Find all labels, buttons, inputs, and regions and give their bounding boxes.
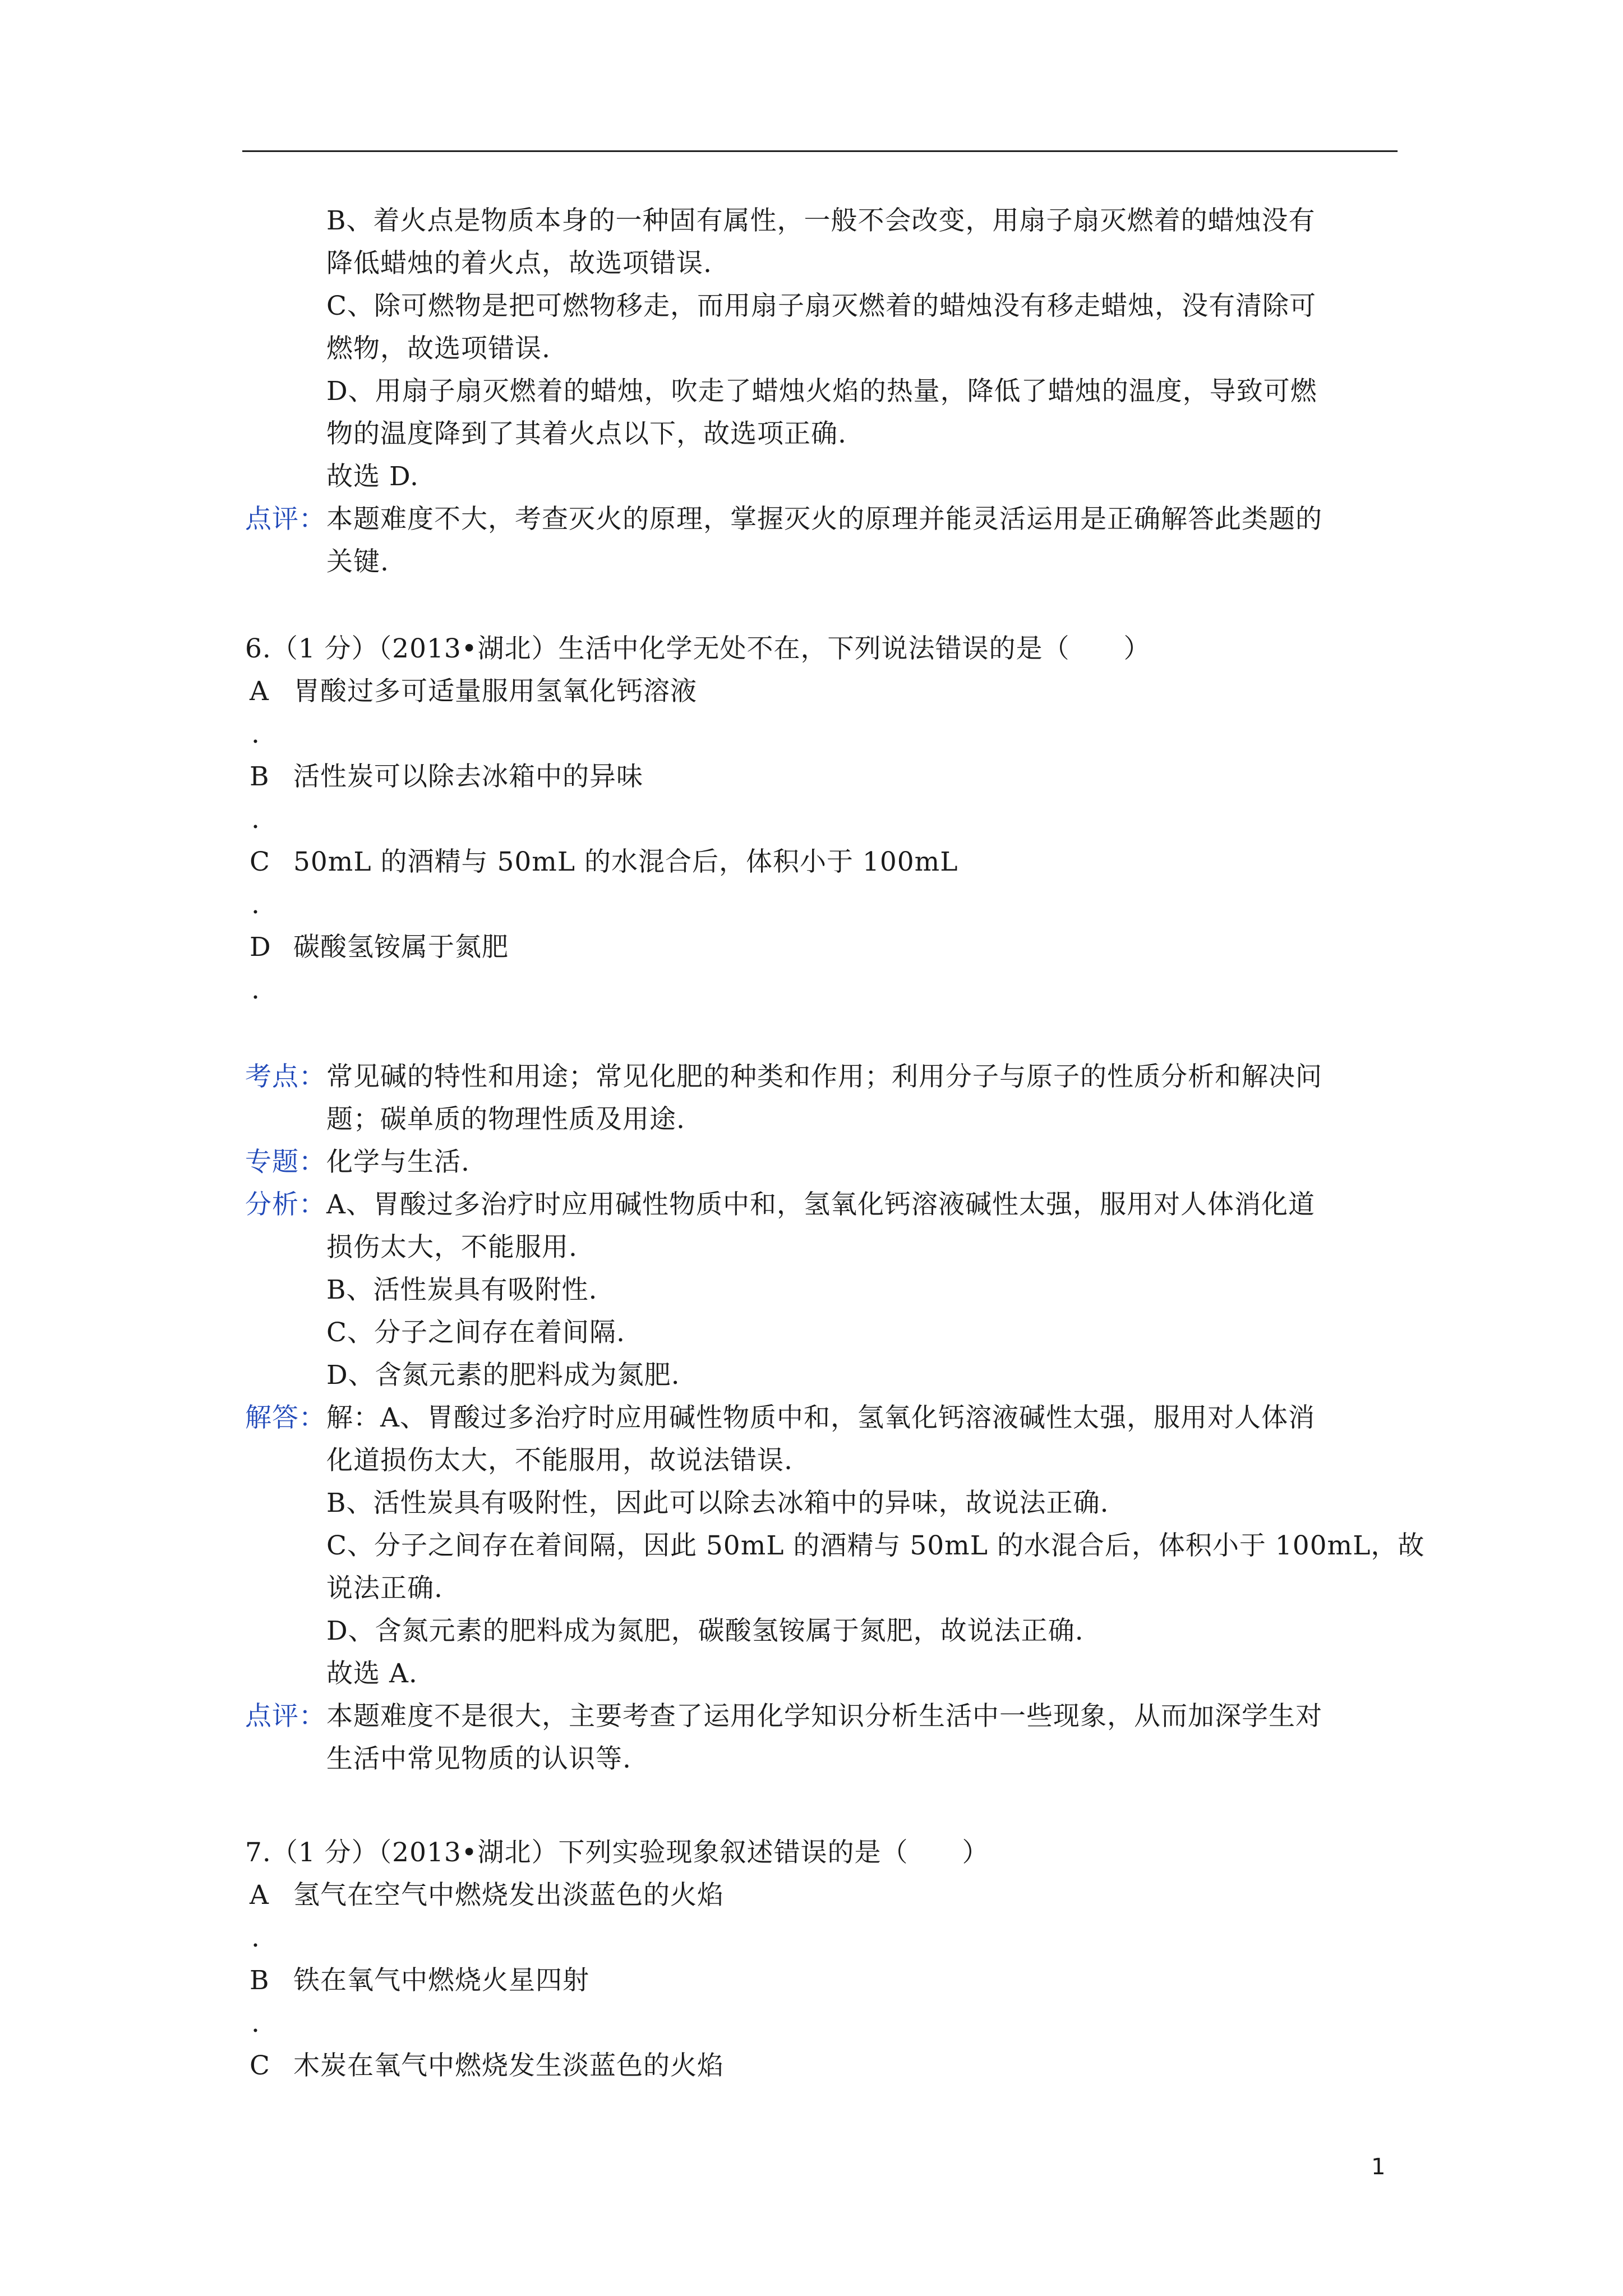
q6-option-b-letter: B	[250, 761, 270, 792]
q5-analysis-d-line1: D、用扇子扇灭燃着的蜡烛，吹走了蜡烛火焰的热量，降低了蜡烛的温度，导致可燃	[326, 376, 1317, 407]
q6-option-d-letter: D	[250, 932, 271, 963]
q5-review-line2: 关键.	[326, 546, 389, 577]
q6-option-b-dot: .	[251, 804, 260, 835]
q6-jieda-label: 解答：	[245, 1402, 326, 1433]
page-number: 1	[1371, 2154, 1386, 2180]
q7-option-b-dot: .	[251, 2008, 260, 2039]
q6-option-d-dot: .	[251, 974, 260, 1005]
q7-option-b-text: 铁在氧气中燃烧火星四射	[293, 1965, 589, 1996]
q6-option-c-letter: C	[250, 846, 270, 877]
q7-option-b-letter: B	[250, 1965, 270, 1996]
q7-option-c-text: 木炭在氧气中燃烧发生淡蓝色的火焰	[293, 2050, 724, 2081]
q7-option-a-letter: A	[250, 1880, 269, 1911]
q5-review-label: 点评：	[245, 504, 326, 535]
q6-option-a-letter: A	[250, 676, 269, 707]
q6-option-a-text: 胃酸过多可适量服用氢氧化钙溶液	[293, 676, 697, 707]
q6-fenxi-line1: A、胃酸过多治疗时应用碱性物质中和，氢氧化钙溶液碱性太强，服用对人体消化道	[326, 1189, 1315, 1220]
q6-jieda-line5: 说法正确.	[326, 1573, 443, 1604]
q6-review-label: 点评：	[245, 1701, 326, 1732]
q6-zhuanti-label: 专题：	[245, 1147, 326, 1177]
q7-option-a-dot: .	[251, 1922, 260, 1953]
q6-option-a-dot: .	[251, 719, 260, 749]
q5-analysis-c-line2: 燃物，故选项错误.	[326, 333, 551, 364]
q6-kaodian-label: 考点：	[245, 1061, 326, 1092]
q5-choice: 故选 D.	[326, 461, 419, 492]
q6-zhuanti: 化学与生活.	[326, 1147, 470, 1177]
q5-analysis-b-line2: 降低蜡烛的着火点，故选项错误.	[326, 248, 712, 279]
q5-analysis-b-line1: B、着火点是物质本身的一种固有属性，一般不会改变，用扇子扇灭燃着的蜡烛没有	[326, 205, 1316, 236]
q6-jieda-line7: 故选 A.	[326, 1658, 418, 1689]
q6-stem: 6.（1 分）（2013•湖北）生活中化学无处不在，下列说法错误的是（ ）	[245, 633, 1151, 664]
q6-fenxi-line5: D、含氮元素的肥料成为氮肥.	[326, 1360, 680, 1391]
q7-stem: 7.（1 分）（2013•湖北）下列实验现象叙述错误的是（ ）	[245, 1837, 989, 1868]
header-rule	[242, 150, 1398, 152]
q5-review-line1: 本题难度不大，考查灭火的原理，掌握灭火的原理并能灵活运用是正确解答此类题的	[326, 504, 1322, 535]
q5-analysis-d-line2: 物的温度降到了其着火点以下，故选项正确.	[326, 418, 847, 449]
q6-review-line1: 本题难度不是很大，主要考查了运用化学知识分析生活中一些现象，从而加深学生对	[326, 1701, 1322, 1732]
q6-jieda-line6: D、含氮元素的肥料成为氮肥，碳酸氢铵属于氮肥，故说法正确.	[326, 1616, 1084, 1646]
q5-analysis-c-line1: C、除可燃物是把可燃物移走，而用扇子扇灭燃着的蜡烛没有移走蜡烛，没有清除可	[326, 291, 1316, 321]
q7-option-a-text: 氢气在空气中燃烧发出淡蓝色的火焰	[293, 1880, 724, 1911]
q6-jieda-line4: C、分子之间存在着间隔，因此 50mL 的酒精与 50mL 的水混合后，体积小于 100mL，故	[326, 1530, 1425, 1561]
q6-fenxi-line4: C、分子之间存在着间隔.	[326, 1317, 625, 1348]
q6-kaodian-line1: 常见碱的特性和用途；常见化肥的种类和作用；利用分子与原子的性质分析和解决问	[326, 1061, 1322, 1092]
q6-fenxi-line2: 损伤太大，不能服用.	[326, 1232, 578, 1263]
q6-kaodian-line2: 题；碳单质的物理性质及用途.	[326, 1104, 685, 1135]
q6-jieda-line2: 化道损伤太大，不能服用，故说法错误.	[326, 1445, 793, 1476]
q7-option-c-letter: C	[250, 2050, 270, 2081]
q6-fenxi-label: 分析：	[245, 1189, 326, 1220]
q6-option-b-text: 活性炭可以除去冰箱中的异味	[293, 761, 643, 792]
q6-fenxi-line3: B、活性炭具有吸附性.	[326, 1274, 598, 1305]
q6-review-line2: 生活中常见物质的认识等.	[326, 1743, 631, 1774]
q6-option-c-dot: .	[251, 889, 260, 920]
q6-option-c-text: 50mL 的酒精与 50mL 的水混合后，体积小于 100mL	[293, 846, 958, 877]
q6-jieda-line1: 解：A、胃酸过多治疗时应用碱性物质中和，氢氧化钙溶液碱性太强，服用对人体消	[326, 1402, 1315, 1433]
q6-jieda-line3: B、活性炭具有吸附性，因此可以除去冰箱中的异味，故说法正确.	[326, 1488, 1109, 1519]
q6-option-d-text: 碳酸氢铵属于氮肥	[293, 932, 509, 963]
